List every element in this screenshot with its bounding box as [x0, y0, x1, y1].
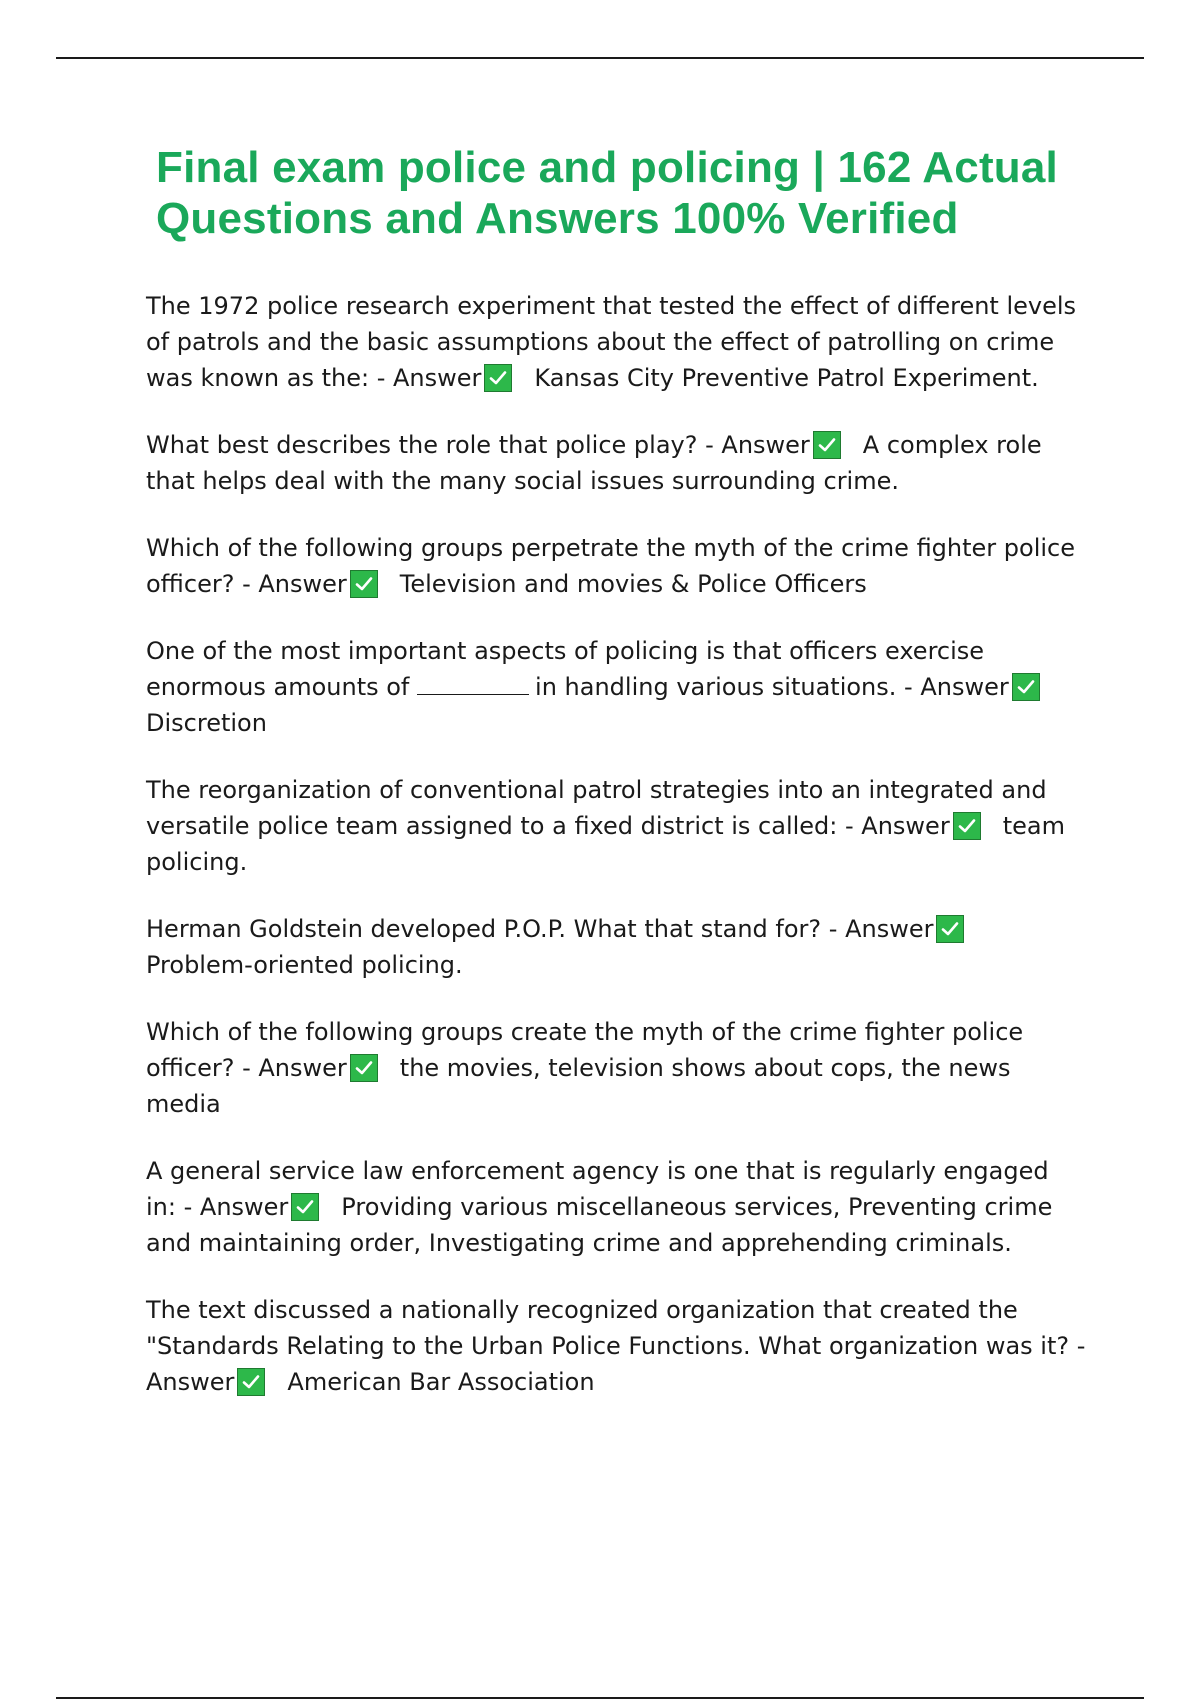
- qa-list: [146, 288, 1086, 1431]
- question-text: Herman Goldstein developed P.O.P. What that stand for?: [146, 915, 822, 943]
- qa-item: [146, 288, 1086, 396]
- qa-item: [146, 427, 1086, 499]
- top-rule: [56, 57, 1144, 59]
- answer-text: A complex role that helps deal with the many social issues surrounding crime.: [146, 431, 1042, 495]
- answer-label: - Answer: [705, 431, 810, 459]
- question-text: The 1972 police research experiment that tested the effect of different levels of patrols and the basic assumptions about the effect of patrolling on crime was known as the:: [146, 292, 1077, 392]
- qa-item: [146, 1292, 1086, 1400]
- answer-text: team policing.: [146, 812, 1065, 876]
- question-text: Which of the following groups perpetrate the myth of the crime fighter police officer?: [146, 534, 1076, 598]
- qa-item: [146, 1014, 1086, 1122]
- qa-item: [146, 633, 1086, 741]
- check-mark-icon: [484, 364, 512, 392]
- answer-text: Discretion: [146, 709, 267, 737]
- answer-text: Kansas City Preventive Patrol Experiment.: [534, 364, 1039, 392]
- document-title: Final exam police and policing | 162 Actual Questions and Answers 100% Verified: [156, 143, 1058, 243]
- check-mark-icon: [1012, 673, 1040, 701]
- bottom-rule: [56, 1697, 1144, 1699]
- answer-text: Providing various miscellaneous services, Preventing crime and maintaining order, Investigating crime and apprehending criminals.: [146, 1193, 1053, 1257]
- check-mark-icon: [953, 812, 981, 840]
- question-text: in handling various situations.: [535, 673, 897, 701]
- qa-item: [146, 772, 1086, 880]
- answer-label: - Answer: [828, 915, 934, 943]
- answer-label: - Answer: [146, 1332, 1086, 1396]
- answer-text: Problem-oriented policing.: [146, 951, 463, 979]
- question-text: The reorganization of conventional patrol strategies into an integrated and versatile police team assigned to a fixed district is called:: [146, 776, 1047, 840]
- qa-item: [146, 1153, 1086, 1261]
- answer-label: - Answer: [845, 812, 950, 840]
- check-mark-icon: [936, 915, 964, 943]
- qa-item: [146, 530, 1086, 602]
- answer-label: - Answer: [904, 673, 1009, 701]
- qa-item: [146, 911, 1086, 983]
- answer-label: - Answer: [376, 364, 482, 392]
- check-mark-icon: [350, 570, 378, 598]
- check-mark-icon: [237, 1368, 265, 1396]
- check-mark-icon: [350, 1054, 378, 1082]
- question-text: The text discussed a nationally recognized organization that created the "Standards Relating to the Urban Police Functions. What organization was it?: [146, 1296, 1070, 1360]
- fill-in-blank: [417, 676, 529, 695]
- answer-text: American Bar Association: [287, 1368, 595, 1396]
- answer-text: Television and movies & Police Officers: [399, 570, 867, 598]
- answer-label: - Answer: [242, 1054, 347, 1082]
- answer-label: - Answer: [183, 1193, 289, 1221]
- answer-label: - Answer: [242, 570, 347, 598]
- check-mark-icon: [813, 431, 841, 459]
- check-mark-icon: [291, 1193, 319, 1221]
- question-text: One of the most important aspects of policing is that officers exercise enormous amounts of: [146, 637, 985, 701]
- question-text: What best describes the role that police play?: [146, 431, 698, 459]
- question-text: Which of the following groups create the myth of the crime fighter police officer?: [146, 1018, 1024, 1082]
- answer-text: the movies, television shows about cops, the news media: [146, 1054, 1011, 1118]
- question-text: A general service law enforcement agency is one that is regularly engaged in:: [146, 1157, 1049, 1221]
